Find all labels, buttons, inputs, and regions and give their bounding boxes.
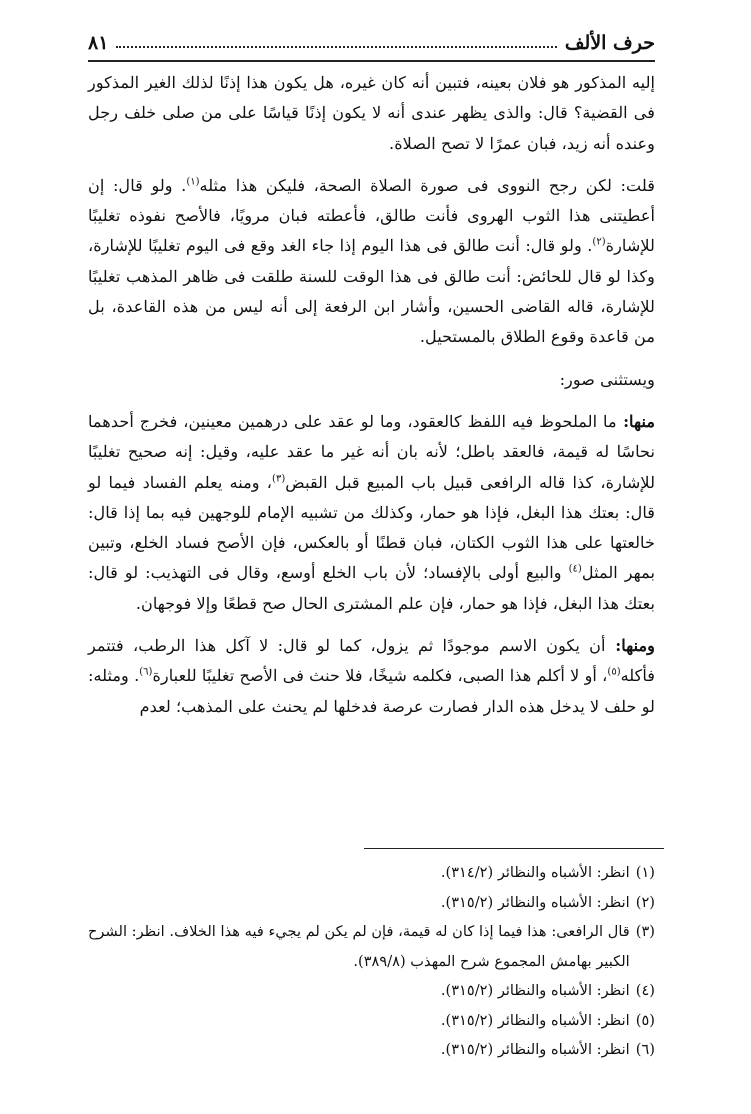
footnote-item bbox=[88, 858, 655, 888]
text-run: ، ومنه يعلم الفساد فيما لو قال: بعتك هذا البغل، فإذا هو حمار، وكذلك من تشبيه الإمام للوجهين فيه بما إذا قال: خالعتها على هذا الثوب الكتان، فبان قطنًا أو بالعكس، فإن الأصح فساد الخلع، وتبين بمهر المثل bbox=[88, 472, 655, 583]
footnote-text: انظر: الأشباه والنظائر (٣١٥/٢). bbox=[440, 1041, 630, 1058]
footnote-ref[interactable]: (٦) bbox=[139, 666, 153, 678]
footnotes bbox=[88, 858, 655, 1065]
footnote-text: انظر: الأشباه والنظائر (٣١٥/٢). bbox=[440, 982, 630, 999]
body-paragraph bbox=[88, 171, 655, 353]
footnote-text: قال الرافعى: هذا فيما إذا كان له قيمة، فإن لم يكن لم يجيء فيه هذا الخلاف. انظر: الشرح الكبير بهامش المجموع شرح المهذب (٣٨٩/٨). bbox=[88, 923, 630, 970]
text-run: . ومثله: لو حلف لا يدخل هذه الدار فصارت عرصة فدخلها لم يحنث على المذهب؛ لعدم bbox=[88, 666, 655, 716]
footnote-ref[interactable]: (٤) bbox=[568, 564, 582, 576]
header-leader-dots bbox=[116, 46, 556, 48]
footnote-item bbox=[88, 888, 655, 918]
footnote-ref[interactable]: (١) bbox=[186, 176, 200, 188]
body-paragraph bbox=[88, 631, 655, 722]
text-run: . ولو قال: إن أعطيتنى هذا الثوب الهروى فأنت طالق، فأعطته فبان مرويًا، فالأصح نفوذه تغليبًا للإشارة bbox=[88, 175, 655, 256]
footnote-text: انظر: الأشباه والنظائر (٣١٤/٢). bbox=[440, 864, 630, 881]
text-run: . ولو قال: أنت طالق فى هذا اليوم إذا جاء الغد وقع فى اليوم تغليبًا للإشارة، وكذا لو قال للحائض: أنت طالق فى هذا الوقت للسنة طلقت فى ظاهر المذهب تغليبًا للإشارة، قاله القاضى الحسين، وأشار ابن الرفعة إلى أنه ليس من هذه القاعدة، بل من قاعدة وقوع الطلاق بالمستحيل. bbox=[88, 236, 655, 347]
text-run: ما الملحوظ فيه اللفظ كالعقود، وما لو عقد على درهمين معينين، فخرج أحدهما نحاسًا له قيمة، فالعقد باطل؛ لأنه بان أنه غير ما عقد عليه، وقيل: إنه صحيح تغليبًا للإشارة، كذا قاله الرافعى قبيل باب المبيع قبل القبض bbox=[88, 411, 655, 492]
footnote-item bbox=[88, 1035, 655, 1065]
text-run: قلت: لكن رجح النووى فى صورة الصلاة الصحة، فليكن هذا مثله bbox=[199, 175, 655, 195]
page-number: ٨١ bbox=[88, 32, 109, 54]
footnote-number: (٥) bbox=[635, 1011, 655, 1029]
paragraph-lead: منها: bbox=[616, 411, 655, 431]
footnote-number: (٤) bbox=[635, 982, 655, 999]
footnote-item bbox=[88, 976, 655, 1006]
footnote-text: انظر: الأشباه والنظائر (٣١٥/٢). bbox=[440, 1011, 630, 1029]
text-run: والبيع أولى بالإفساد؛ لأن باب الخلع أوسع، وقال فى التهذيب: لو قال: بعتك هذا البغل، فإذا هو حمار، فإن علم المشترى الحال صح قطعًا وإلا فوجهان. bbox=[88, 563, 655, 613]
footnote-number: (٦) bbox=[635, 1041, 655, 1058]
text-run: ، أو لا أكلم هذا الصبى، فكلمه شيخًا، فلا حنث فى الأصح تغليبًا للعبارة bbox=[152, 666, 608, 686]
footnote-separator bbox=[364, 848, 664, 849]
running-header bbox=[88, 24, 655, 62]
text-run: إليه المذكور هو فلان بعينه، فتبين أنه كان غيره، هل يكون هذا إذنًا لذلك الغير المذكور فى القضية؟ قال: والذى يظهر عندى أنه لا يكون إذنًا قياسًا على من صلى خلف رجل وعنده أنه زيد، فبان عمرًا لا تصح الصلاة. bbox=[88, 73, 655, 153]
text-run: أن يكون الاسم موجودًا ثم يزول، كما لو قال: لا آكل هذا الرطب، فتتمر فأكله bbox=[88, 636, 656, 686]
body-paragraph bbox=[88, 68, 655, 159]
footnote-number: (٣) bbox=[635, 923, 655, 940]
body-paragraph bbox=[88, 365, 655, 395]
footnote-ref[interactable]: (٣) bbox=[272, 473, 286, 485]
footnote-ref[interactable]: (٢) bbox=[592, 237, 606, 249]
footnote-item bbox=[88, 917, 655, 976]
footnote-number: (١) bbox=[635, 864, 655, 881]
chapter-title: حرف الألف bbox=[564, 32, 655, 54]
footnote-number: (٢) bbox=[635, 893, 655, 911]
body-paragraph bbox=[88, 407, 655, 619]
footnote-ref[interactable]: (٥) bbox=[607, 666, 621, 678]
main-text bbox=[88, 68, 655, 734]
paragraph-lead: ومنها: bbox=[605, 636, 655, 656]
text-run: ويستثنى صور: bbox=[559, 369, 655, 389]
footnote-item bbox=[88, 1006, 655, 1036]
footnote-text: انظر: الأشباه والنظائر (٣١٥/٢). bbox=[440, 893, 630, 911]
